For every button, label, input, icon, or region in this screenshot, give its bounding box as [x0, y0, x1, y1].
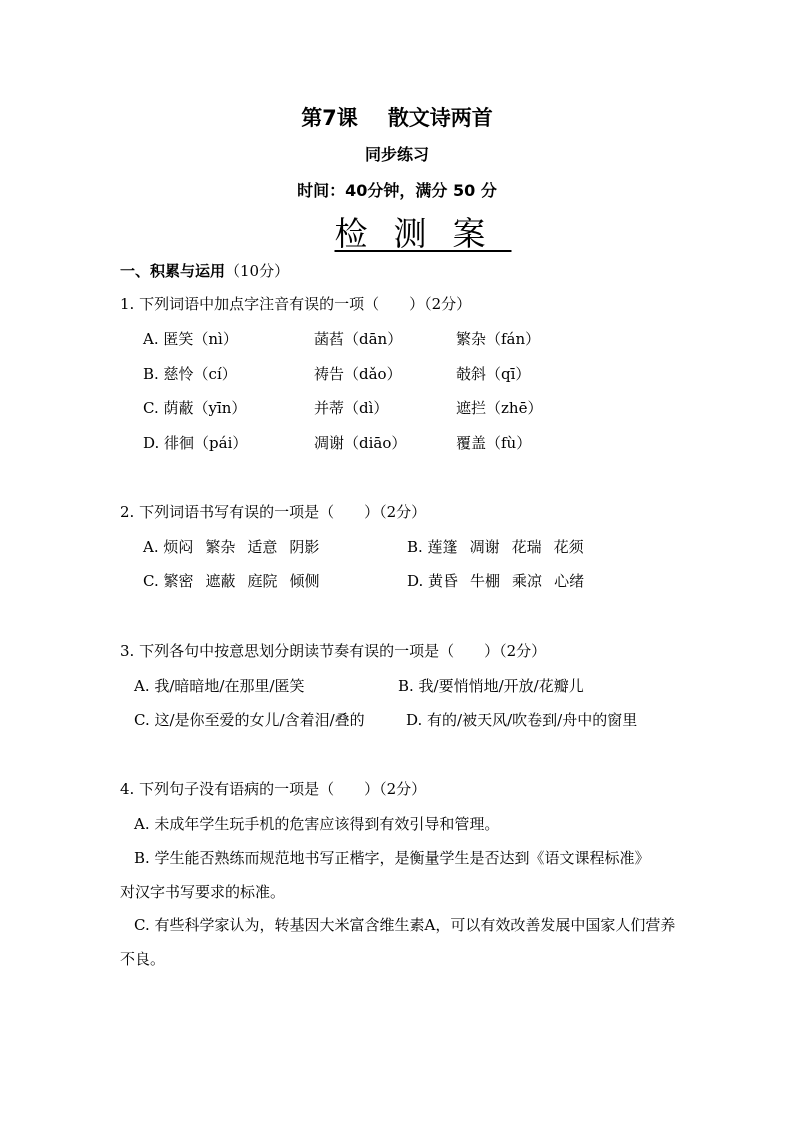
- q1-option-a-1: A. 匿笑（nì）: [143, 330, 238, 348]
- q1-option-c-1: C. 荫蔽（yīn）: [143, 399, 247, 417]
- q3-option-a: A. 我/暗暗地/在那里/匿笑: [134, 677, 305, 695]
- q2-c-word-4: 倾侧: [289, 572, 320, 590]
- question-3-stem: 3. 下列各句中按意思划分朗读节奏有误的一项是（ ）（2分）: [120, 642, 547, 660]
- q4-option-a: A. 未成年学生玩手机的危害应该得到有效引导和管理。: [134, 815, 500, 833]
- q1-option-b-3: 攲斜（qī）: [456, 365, 531, 383]
- q1-option-d-2: 凋谢（diāo）: [314, 434, 407, 452]
- q1-option-c-2: 并蒂（dì）: [314, 399, 389, 417]
- question-4-stem: 4. 下列句子没有语病的一项是（ ）（2分）: [120, 780, 427, 798]
- lesson-number: 第7课: [301, 106, 358, 130]
- q2-a-word-4: 阴影: [289, 538, 320, 556]
- q2-c-word-3: 庭院: [247, 572, 278, 590]
- question-2-stem: 2. 下列词语书写有误的一项是（ ）（2分）: [120, 503, 427, 521]
- q4-option-b-line-1: B. 学生能否熟练而规范地书写正楷字，是衡量学生是否达到《语文课程标准》: [134, 849, 650, 867]
- q2-b-word-1: B. 莲篷: [407, 538, 458, 556]
- q2-b-word-3: 花瑞: [511, 538, 542, 556]
- q2-a-word-3: 适意: [247, 538, 278, 556]
- q1-option-d-3: 覆盖（fù）: [456, 434, 532, 452]
- question-1-stem: 1. 下列词语中加点字注音有误的一项（ ）（2分）: [120, 295, 472, 313]
- time-and-score: 时间：40分钟，满分 50 分: [297, 181, 497, 200]
- q2-option-b: [407, 537, 596, 557]
- q2-d-word-4: 心绪: [554, 572, 585, 590]
- q4-option-b-line-2: 对汉字书写要求的标准。: [120, 883, 286, 901]
- q1-option-d-1: D. 徘徊（pái）: [143, 434, 248, 452]
- test-heading: 检测案: [334, 214, 512, 253]
- q2-d-word-2: 牛棚: [470, 572, 501, 590]
- q4-option-c-line-1: C. 有些科学家认为，转基因大米富含维生素A，可以有效改善发展中国家人们营养: [134, 916, 676, 934]
- q2-c-word-1: C. 繁密: [143, 572, 194, 590]
- q1-option-b-2: 祷告（dǎo）: [314, 365, 402, 383]
- q2-d-word-3: 乘凉: [512, 572, 543, 590]
- page-subtitle: 同步练习: [364, 145, 429, 164]
- q1-option-a-2: 菡萏（dān）: [314, 330, 403, 348]
- q3-option-c: C. 这/是你至爱的女儿/含着泪/叠的: [134, 711, 365, 729]
- q3-option-d: D. 有的/被天风/吹卷到/舟中的窗里: [406, 711, 638, 729]
- q1-option-a-3: 繁杂（fán）: [456, 330, 541, 348]
- section-label: 一、积累与运用: [120, 262, 226, 280]
- q2-option-c: [143, 571, 332, 591]
- q2-a-word-1: A. 烦闷: [143, 538, 194, 556]
- q2-b-word-2: 凋谢: [469, 538, 500, 556]
- q1-option-c-3: 遮拦（zhē）: [456, 399, 543, 417]
- page-title: [0, 102, 794, 132]
- section-score: （10分）: [225, 262, 290, 280]
- q2-d-word-1: D. 黄昏: [407, 572, 459, 590]
- q2-a-word-2: 繁杂: [205, 538, 236, 556]
- q3-option-b: B. 我/要悄悄地/开放/花瓣儿: [398, 677, 584, 695]
- q2-option-d: [407, 571, 596, 591]
- section-heading: [120, 261, 289, 281]
- q2-option-a: [143, 537, 331, 557]
- q2-b-word-4: 花须: [553, 538, 584, 556]
- q2-c-word-2: 遮蔽: [205, 572, 236, 590]
- q4-option-c-line-2: 不良。: [120, 950, 166, 968]
- lesson-title: 散文诗两首: [387, 106, 493, 130]
- q1-option-b-1: B. 慈怜（cí）: [143, 365, 237, 383]
